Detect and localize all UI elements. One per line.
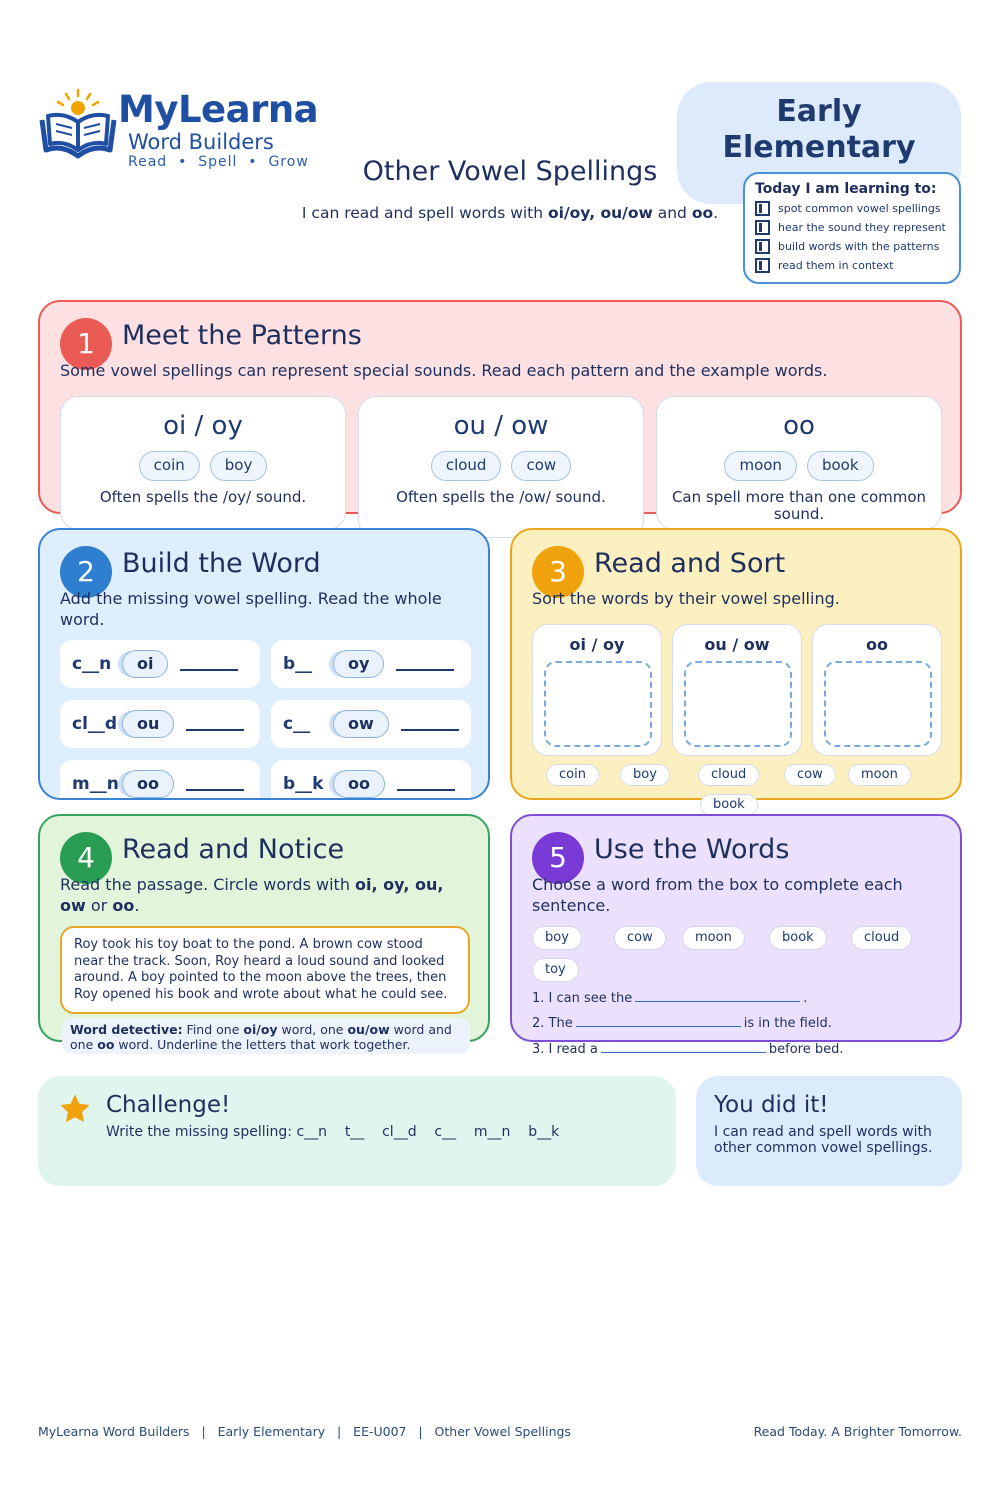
section-number-badge: 1	[60, 318, 112, 370]
footer-info: MyLearna Word Builders | Early Elementary | EE-U007 | Other Vowel Spellings	[38, 1424, 571, 1439]
sort-drop-zone[interactable]	[684, 661, 792, 747]
checkbox-icon[interactable]	[755, 201, 770, 216]
vowel-tile[interactable]: oi	[122, 650, 168, 678]
section-number-badge: 2	[60, 546, 112, 598]
sort-column	[672, 624, 802, 756]
example-word-chip: coin	[139, 451, 200, 481]
section-number-badge: 4	[60, 832, 112, 884]
brand-name: MyLearna	[118, 88, 319, 131]
word-stem: b__	[283, 654, 313, 674]
challenge-box	[38, 1076, 676, 1186]
pattern-heading: oo	[783, 411, 815, 441]
section-number-badge: 5	[532, 832, 584, 884]
completion-box	[696, 1076, 962, 1186]
sort-drop-zone[interactable]	[824, 661, 932, 747]
sort-word-token[interactable]: boy	[620, 764, 670, 786]
vowel-tile[interactable]: oo	[333, 770, 385, 798]
section-title: Use the Words	[594, 834, 790, 865]
sort-word-token[interactable]: moon	[848, 764, 911, 786]
section-instructions: Add the missing vowel spelling. Read the whole word.	[60, 589, 442, 629]
build-word-row	[60, 640, 260, 688]
example-word-chip: cloud	[431, 451, 502, 481]
fill-in-sentence: 3. I read a before bed.	[532, 1042, 844, 1057]
learning-goals-title: Today I am learning to:	[755, 181, 937, 197]
answer-line[interactable]	[180, 657, 238, 671]
reading-passage[interactable]: Roy took his toy boat to the pond. A brown cow stood near the track. Soon, Roy heard a loud sound and looked around. A boy pointed to the moon above the trees, then Roy opened his book and wrote about what he could see.	[60, 926, 470, 1014]
challenge-text: Write the missing spelling: c__n t__ cl__d c__ m__n b__k	[106, 1124, 560, 1140]
pattern-card	[358, 396, 644, 538]
pattern-heading: oi / oy	[163, 411, 243, 441]
vowel-tile[interactable]: ou	[122, 710, 174, 738]
example-word-chip: book	[807, 451, 874, 481]
answer-blank[interactable]	[635, 990, 800, 1002]
word-stem: m__n	[72, 774, 119, 794]
example-word-chip: cow	[511, 451, 571, 481]
sort-column	[812, 624, 942, 756]
completion-title: You did it!	[714, 1092, 829, 1118]
sort-word-token[interactable]: cow	[784, 764, 836, 786]
fill-in-sentence: 2. The is in the field.	[532, 1016, 832, 1031]
brand-product: Word Builders	[128, 130, 274, 154]
example-word-chip: moon	[724, 451, 796, 481]
pattern-card	[60, 396, 346, 530]
sort-column	[532, 624, 662, 756]
vowel-tile[interactable]: oo	[122, 770, 174, 798]
level-line-1: Early	[776, 94, 862, 129]
word-bank-chip[interactable]: cow	[614, 926, 666, 950]
section-instructions: Choose a word from the box to complete each sentence.	[532, 875, 903, 915]
sort-word-token[interactable]: cloud	[698, 764, 759, 786]
footer-slogan: Read Today. A Brighter Tomorrow.	[753, 1424, 962, 1439]
answer-line[interactable]	[397, 777, 455, 791]
answer-line[interactable]	[396, 657, 454, 671]
completion-text: I can read and spell words with other common vowel spellings.	[714, 1124, 933, 1156]
level-line-2: Elementary	[722, 130, 916, 165]
section-instructions: Read the passage. Circle words with oi, oy, ou, ow or oo.	[60, 875, 444, 915]
word-bank-chip[interactable]: toy	[532, 958, 579, 982]
section-build-the-word	[38, 528, 490, 800]
pattern-card	[656, 396, 942, 530]
word-stem: c__n	[72, 654, 112, 674]
brand-tagline: Read • Spell • Grow	[128, 154, 309, 170]
word-bank-chip[interactable]: boy	[532, 926, 582, 950]
sort-word-token[interactable]: book	[700, 794, 758, 816]
checkbox-icon[interactable]	[755, 239, 770, 254]
section-instructions: Some vowel spellings can represent special sounds. Read each pattern and the example words.	[60, 361, 828, 380]
example-word-chip: boy	[210, 451, 268, 481]
open-book-icon	[38, 86, 118, 166]
answer-line[interactable]	[186, 717, 244, 731]
pattern-note: Often spells the /oy/ sound.	[99, 488, 307, 506]
section-title: Meet the Patterns	[122, 320, 362, 351]
checkbox-icon[interactable]	[755, 258, 770, 273]
answer-line[interactable]	[186, 777, 244, 791]
vowel-tile[interactable]: ow	[333, 710, 389, 738]
sort-column-heading: oi / oy	[569, 635, 625, 654]
section-use-the-words	[510, 814, 962, 1057]
word-stem: cl__d	[72, 714, 118, 734]
sort-column-heading: oo	[866, 635, 888, 654]
section-number-badge: 3	[532, 546, 584, 598]
word-detective-tip: Word detective: Find one oi/oy word, one ou/ow word and one oo word. Underline the letters that work together.	[62, 1018, 470, 1054]
build-word-row	[60, 760, 260, 800]
word-stem: b__k	[283, 774, 324, 794]
brand-logo	[38, 86, 338, 176]
section-read-and-sort	[510, 528, 962, 812]
learning-goal-item[interactable]: read them in context	[755, 256, 949, 275]
build-word-row	[271, 700, 471, 748]
answer-line[interactable]	[401, 717, 459, 731]
section-read-and-notice	[38, 814, 490, 1052]
section-instructions: Sort the words by their vowel spelling.	[532, 589, 840, 608]
pattern-heading: ou / ow	[453, 411, 549, 441]
word-bank-chip[interactable]: cloud	[851, 926, 912, 950]
section-title: Read and Notice	[122, 834, 345, 865]
sort-word-token[interactable]: coin	[546, 764, 599, 786]
section-title: Build the Word	[122, 548, 321, 579]
checkbox-icon[interactable]	[755, 220, 770, 235]
pattern-note: Often spells the /ow/ sound.	[396, 488, 606, 506]
learning-goal-item[interactable]: hear the sound they represent	[755, 218, 949, 237]
learning-goal-item[interactable]: spot common vowel spellings	[755, 199, 949, 218]
learning-goal-item[interactable]: build words with the patterns	[755, 237, 949, 256]
word-bank-chip[interactable]: book	[769, 926, 827, 950]
page-title: Other Vowel Spellings	[362, 156, 658, 187]
learning-goals	[743, 172, 961, 284]
sort-column-heading: ou / ow	[704, 635, 770, 654]
star-icon	[58, 1092, 92, 1126]
build-word-row	[271, 760, 471, 800]
build-word-row	[60, 700, 260, 748]
answer-blank[interactable]	[576, 1015, 741, 1027]
build-word-row	[271, 640, 471, 688]
section-meet-the-patterns	[38, 300, 962, 523]
pattern-note: Can spell more than one common sound.	[671, 488, 927, 523]
answer-blank[interactable]	[601, 1041, 766, 1053]
page-goal: I can read and spell words with oi/oy, ou/ow and oo.	[301, 204, 719, 222]
vowel-tile[interactable]: oy	[333, 650, 384, 678]
sort-drop-zone[interactable]	[544, 661, 652, 747]
section-title: Read and Sort	[594, 548, 786, 579]
challenge-title: Challenge!	[106, 1092, 231, 1118]
word-stem: c__	[283, 714, 311, 734]
fill-in-sentence: 1. I can see the .	[532, 991, 808, 1006]
word-bank-chip[interactable]: moon	[682, 926, 745, 950]
